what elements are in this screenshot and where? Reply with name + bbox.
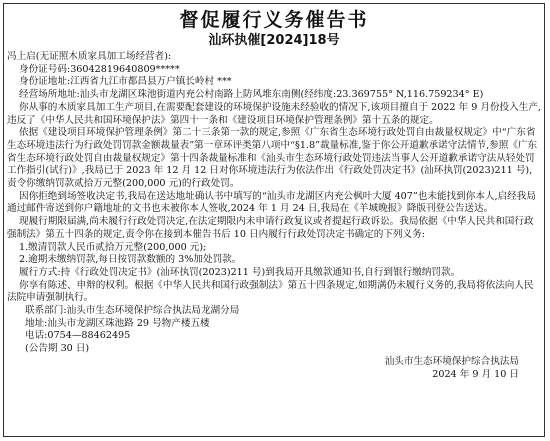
- id-card-number: 身份证号码:36042819640809*****: [19, 63, 180, 75]
- signature-organization: 汕头市生态环境保护综合执法局: [384, 355, 519, 367]
- violation-paragraph: 你从事的木质家具加工生产项目,在需要配套建设的环境保护设施未经验收的情况下,该项目擅自于 2022 年 9 月份投入生产,违反了《中华人民共和国环境保护法》第四十一条和《建设项目环境保护管理条例》第十五条的规定。: [7, 101, 541, 126]
- id-card-address: 身份证地址:江西省九江市都昌县万户镇长岭村 ***: [19, 76, 232, 88]
- service-paragraph: 因你拒绝到场签收决定书,我局在送达地址确认书中填写的“汕头市龙湖区内充公枫叶大厦 407”也未能找到你本人,启经我局通过邮件寄送到你户籍地址的文书也未被你本人签收,2024 年 1 月 24 日,我局在《羊城晚报》降版刊登公告送达。: [7, 190, 536, 215]
- signature-date: 2024 年 9 月 10 日: [432, 368, 519, 380]
- addressee: 冯上启(无证照木质家具加工场经营者):: [7, 51, 172, 62]
- notice-period: (公告期 30 日): [25, 343, 90, 355]
- enforcement-notice: [3, 3, 545, 437]
- obligation-item: 2.逾期未缴纳罚款,每日按罚款数额的 3%加处罚款。: [19, 254, 242, 266]
- notice-title: 督促履行义务催告书: [179, 9, 369, 31]
- demand-paragraph: 现履行期限届满,尚未履行行政处罚决定,在法定期限内未申请行政复议或者提起行政诉讼。我局依据《中华人民共和国行政强制法》第五十四条的规定,责令你在接到本催告书后 10 日内履行行政处罚决定书确定的下列义务:: [7, 216, 534, 240]
- payment-method: 履行方式:持《行政处罚决定书》(汕环执罚(2023)211 号)到我局开具缴款通知书,自行到银行缴纳罚款。: [19, 266, 461, 278]
- document-number: 汕环执催[2024]18号: [208, 33, 340, 48]
- contact-department: 联系部门:汕头市生态环境保护综合执法局龙湖分局: [25, 305, 240, 317]
- penalty-basis-paragraph: 依据《建设项目环境保护管理条例》第二十三条第一款的规定,参照《广东省生态环境行政处罚自由裁量权规定》中“广东省生态环境违法行为行政处罚罚款金额裁量表”第一章环评类第八项中“§1.8”裁量标准,鉴于你公开道歉承诺守法情节,参照《广东省生态环境行政处罚自由裁量权规定》第十四条裁量标准和《汕头市生态环境行政处罚违法当事人公开道歉承诺守法从轻处罚工作指引(试行)》,我局已于 2023 年 12 月 12 日对你环境违法行为依法作出《行政处罚决定书》(汕环执罚(2023)211 号),责令你缴纳罚款贰拾万元整(200,000 元)的行政处罚。: [7, 127, 538, 190]
- business-address: 经营场所地址:汕头市龙湖区珠池街道内充公村南路上防风堆东南侧(经纬度:23.369755° N,116.759234° E): [19, 89, 484, 101]
- rights-paragraph: 你享有陈述、申辩的权利。根据《中华人民共和国行政强制法》第五十四条规定,如期满仍未履行义务的,我局将依法向人民法院申请强制执行。: [7, 279, 534, 304]
- notice-body: [7, 8, 541, 381]
- contact-phone: 电话:0754—88462495: [25, 330, 131, 342]
- obligation-item: 1.缴清罚款人民币贰拾万元整(200,000 元);: [19, 241, 207, 253]
- contact-address: 地址:汕头市龙湖区珠池路 29 号物产楼五楼: [25, 317, 210, 329]
